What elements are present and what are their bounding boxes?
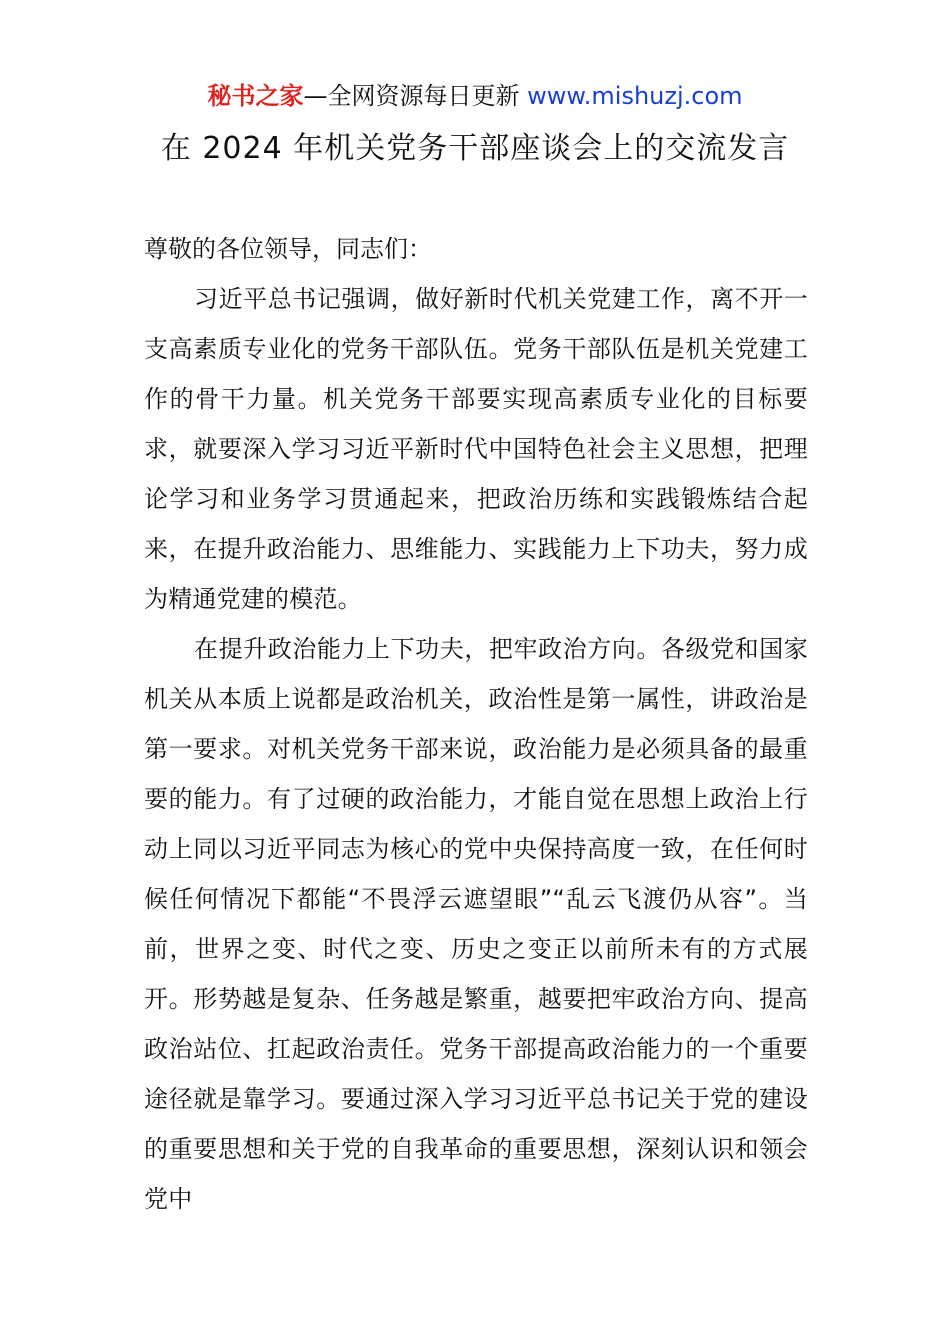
document-body xyxy=(144,224,808,1224)
salutation: 尊敬的各位领导，同志们： xyxy=(144,235,432,263)
site-header xyxy=(0,80,950,112)
paragraph: 习近平总书记强调，做好新时代机关党建工作，离不开一支高素质专业化的党务干部队伍。党务干部队伍是机关党建工作的骨干力量。机关党务干部要实现高素质专业化的目标要求，就要深入学习习近平新时代中国特色社会主义思想，把理论学习和业务学习贯通起来，把政治历练和实践锻炼结合起来，在提升政治能力、思维能力、实践能力上下功夫，努力成为精通党建的模范。 xyxy=(144,285,808,613)
header-tagline: —全网资源每日更新 xyxy=(303,82,528,110)
document-title: 在 2024 年机关党务干部座谈会上的交流发言 xyxy=(160,131,790,166)
paragraph: 在提升政治能力上下功夫，把牢政治方向。各级党和国家机关从本质上说都是政治机关，政治性是第一属性，讲政治是第一要求。对机关党务干部来说，政治能力是必须具备的最重要的能力。有了过硬的政治能力，才能自觉在思想上政治上行动上同以习近平同志为核心的党中央保持高度一致，在任何时候任何情况下都能“不畏浮云遮望眼”“乱云飞渡仍从容”。当前，世界之变、时代之变、历史之变正以前所未有的方式展开。形势越是复杂、任务越是繁重，越要把牢政治方向、提高政治站位、扛起政治责任。党务干部提高政治能力的一个重要途径就是靠学习。要通过深入学习习近平总书记关于党的建设的重要思想和关于党的自我革命的重要思想，深刻认识和领会党中 xyxy=(144,635,808,1213)
site-url-link[interactable]: www.mishuzj.com xyxy=(527,82,743,110)
brand-name: 秘书之家 xyxy=(207,82,304,110)
